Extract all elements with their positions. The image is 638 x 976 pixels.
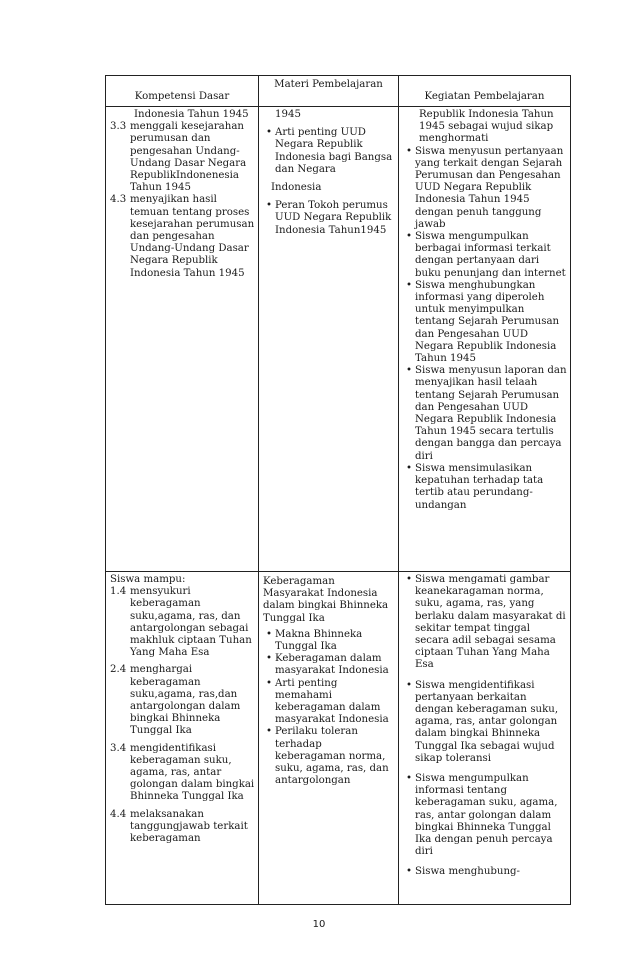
kg-list — [403, 146, 567, 512]
bullet-icon: • — [405, 462, 412, 474]
bullet-icon: • — [265, 726, 272, 738]
row1-kompetensi-cell — [106, 107, 259, 572]
list-item: • Perilaku toleran terhadap keberagaman norma, suku, agama, ras, dan antargolongan — [263, 726, 395, 787]
list-item: 3.3 menggali kesejarahan perumusan dan pengesahan Undang-Undang Dasar Negara RepublikIndonenesia Tahun 1945 — [110, 121, 247, 194]
list-item: 3.4 mengidentifikasi keberagaman suku, agama, ras, antar golongan dalam bingkai Bhinneka Tunggal Ika — [110, 742, 255, 803]
bullet-icon: • — [405, 773, 412, 785]
row2-kompetensi-cell — [106, 572, 259, 905]
list-item: • Siswa menghubungkan informasi yang diperoleh untuk menyimpulkan tentang Sejarah Perumusan dan Pengesahan UUD Negara Republik Indonesia Tahun 1945 — [403, 280, 567, 365]
bullet-icon: • — [405, 365, 412, 377]
bullet-icon: • — [405, 574, 412, 585]
list-item: • Peran Tokoh perumus UUD Negara Republik Indonesia Tahun1945 — [265, 200, 392, 236]
list-item: • Siswa menyusun pertanyaan yang terkait dengan Sejarah Perumusan dan Pengesahan UUD Negara Republik Indonesia Tahun 1945 dengan penuh tanggung jawab — [403, 146, 567, 231]
mp-continuation: 1945 — [275, 109, 301, 120]
kd-intro: Siswa mampu: — [110, 574, 186, 585]
row1-kegiatan-cell — [399, 107, 571, 572]
kd-list — [110, 121, 255, 280]
list-item: • Siswa mengumpulkan berbagai informasi terkait dengan pertanyaan dari buku penunjang dan internet — [403, 231, 567, 280]
list-item: • Siswa mengamati gambar keanekaragaman norma, suku, agama, ras, yang berlaku dalam masyarakat di sekitar tempat tinggal secara adil sebagai sesama ciptaan Tuhan Yang Maha Esa — [403, 574, 567, 672]
mp-sub: Indonesia — [271, 182, 322, 194]
list-item: • Siswa menghubung- — [403, 866, 567, 878]
bullet-icon: • — [405, 231, 412, 243]
table-row — [106, 107, 571, 572]
row1-materi-cell — [259, 107, 399, 572]
kd-continuation: Indonesia Tahun 1945 — [134, 109, 249, 120]
bullet-icon: • — [265, 653, 272, 665]
list-item: • Siswa mengidentifikasi pertanyaan berkaitan dengan keberagaman suku, agama, ras, antar golongan dalam bingkai Bhinneka Tunggal Ika sebagai wujud sikap toleransi — [403, 680, 567, 765]
list-item: • Siswa mengumpulkan informasi tentang keberagaman suku, agama, ras, antar golongan dalam bingkai Bhinneka Tunggal Ika dengan penuh percaya diri — [403, 773, 567, 858]
curriculum-table — [105, 75, 571, 905]
header-kompetensi-dasar: Kompetensi Dasar — [106, 76, 259, 107]
page-number: 10 — [312, 919, 326, 930]
row2-kegiatan-cell — [399, 572, 571, 905]
row2-materi-cell — [259, 572, 399, 905]
list-item: • Makna Bhinneka Tunggal Ika — [263, 629, 395, 653]
kg-continuation: Republik Indonesia Tahun 1945 sebagai wujud sikap menghormati — [419, 109, 554, 145]
list-item: • Keberagaman dalam masyarakat Indonesia — [263, 653, 395, 677]
list-item: 4.3 menyajikan hasil temuan tentang proses kesejarahan perumusan dan pengesahan Undang-Undang Dasar Negara Republik Indonesia Tahun 1945 — [110, 194, 255, 279]
list-item: • Arti penting UUD Negara Republik Indonesia bagi Bangsa dan Negara — [265, 127, 393, 175]
table-header-row — [106, 76, 571, 107]
bullet-icon: • — [405, 145, 412, 157]
bullet-icon: • — [405, 866, 412, 878]
mp-list — [263, 629, 395, 788]
table-row — [106, 572, 571, 905]
list-item: 1.4 mensyukuri keberagaman suku,agama, ras, dan antargolongan sebagai makhluk ciptaan Tuhan Yang Maha Esa — [110, 586, 252, 659]
list-item: 2.4 menghargai keberagaman suku,agama, ras,dan antargolongan dalam bingkai Bhinneka Tunggal Ika — [110, 664, 241, 737]
header-kegiatan-pembelajaran: Kegiatan Pembelajaran — [399, 76, 571, 107]
bullet-icon: • — [265, 677, 272, 689]
header-materi-pembelajaran: Materi Pembelajaran — [259, 76, 399, 107]
kd-list — [110, 586, 255, 845]
list-item: 4.4 melaksanakan tanggungjawab terkait keberagaman — [110, 808, 248, 845]
kg-list — [403, 574, 567, 879]
list-item: • Siswa menyusun laporan dan menyajikan hasil telaah tentang Sejarah Perumusan dan Pengesahan UUD Negara Republik Indonesia Tahun 1945 secara tertulis dengan bangga dan percaya diri — [403, 365, 567, 463]
list-item: • Siswa mensimulasikan kepatuhan terhadap tata tertib atau perundang-undangan — [403, 463, 567, 512]
mp-title: Keberagaman Masyarakat Indonesia dalam bingkai Bhinneka Tunggal Ika — [263, 576, 389, 624]
bullet-icon: • — [405, 279, 412, 291]
list-item: • Arti penting memahami keberagaman dalam masyarakat Indonesia — [263, 678, 395, 727]
bullet-icon: • — [405, 679, 412, 691]
bullet-icon: • — [265, 628, 272, 640]
